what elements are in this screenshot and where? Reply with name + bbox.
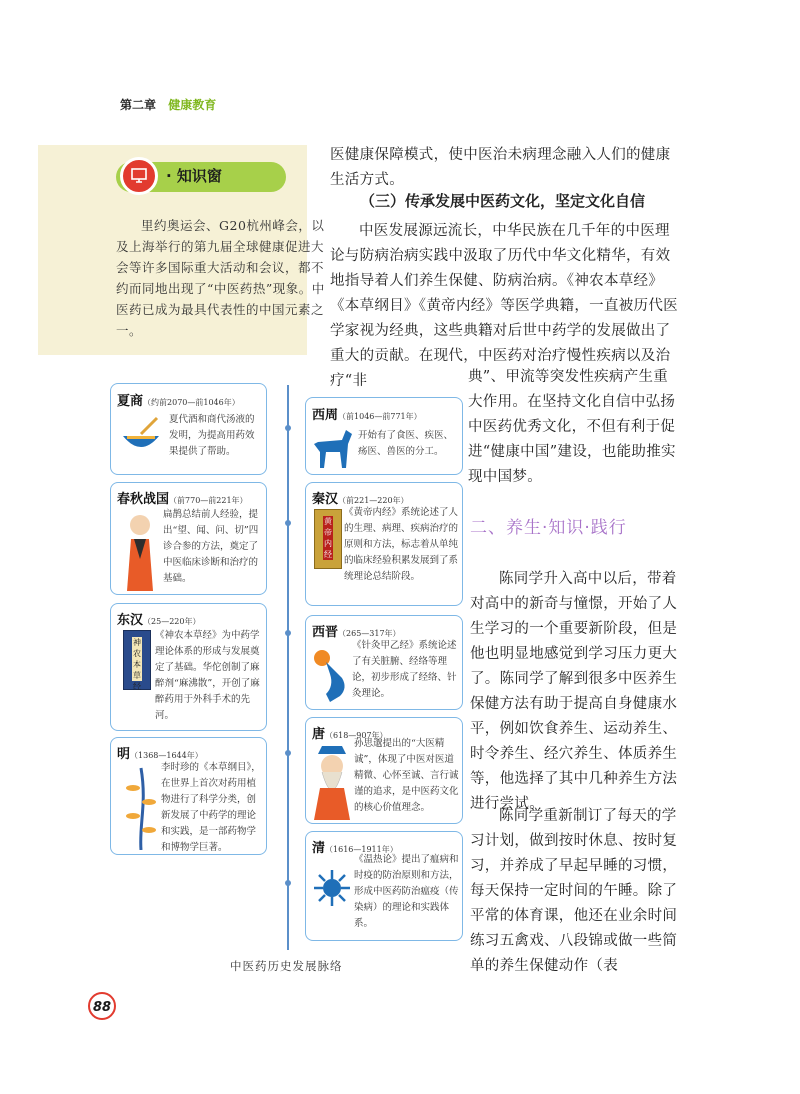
bowl-spoon-icon	[119, 414, 163, 458]
dog-icon	[312, 422, 354, 470]
chapter-title: 健康教育	[168, 98, 217, 112]
era-name: 夏商	[117, 394, 144, 409]
herb-plant-icon	[121, 764, 159, 850]
book-icon	[123, 630, 151, 690]
acupuncture-icon	[312, 644, 350, 704]
virus-icon	[312, 868, 352, 908]
book-title: 神农本草经	[133, 638, 141, 691]
era-years: （265—317年）	[338, 629, 401, 638]
era-name: 明	[117, 747, 131, 762]
section-3-heading: （三）传承发展中医药文化，坚定文化自信	[360, 192, 646, 210]
era-description: 孙思邈提出的“大医精诚”，体现了中医对医道精微、心怀至诚、言行诚谨的追求，是中医药文化的核心价值理念。	[354, 738, 459, 813]
era-years: （25—220年）	[143, 617, 201, 626]
era-years: （前221—220年）	[338, 496, 409, 505]
era-description: 《神农本草经》为中药学理论体系的形成与发展奠定了基础。华佗创制了麻醉剂“麻沸散”，开创了麻醉药用于外科手术的先河。	[155, 630, 260, 721]
timeline-card-qing	[305, 831, 463, 941]
paragraph-tcm-development: 中医发展源远流长，中华民族在几千年的中医理论与防病治病实践中汲取了历代中华文化精华，有效地指导着人们养生保健、防病治病。《神农本草经》《本草纲目》《黄帝内经》等医学典籍，一直被历代医学家视为经典，这些典籍对后世中药学的发展做出了重大的贡献。在现代，中医药对治疗慢性疾病以及治疗“非	[330, 223, 678, 389]
sun-simiao-figure-icon	[312, 744, 352, 820]
era-years: （1368—1644年）	[130, 751, 203, 760]
knowledge-window-icon	[120, 157, 158, 195]
timeline-axis	[287, 385, 289, 950]
timeline-card-qinhan	[305, 482, 463, 606]
timeline-card-tang	[305, 717, 463, 824]
era-name: 东汉	[117, 613, 144, 628]
timeline-dot	[285, 750, 291, 756]
section-2-heading: 二、养生·知识·践行	[470, 518, 627, 538]
paragraph-tcm-development-cont: 典”、甲流等突发性疾病产生重大作用。在坚持文化自信中弘扬中医药优秀文化，不但有利于促进“健康中国”建设，也能助推实现中国梦。	[468, 369, 676, 485]
era-description: 开始有了食医、疾医、疡医、兽医的分工。	[358, 430, 454, 457]
era-name: 秦汉	[312, 492, 339, 507]
timeline-dot	[285, 880, 291, 886]
chapter-header	[120, 96, 216, 113]
book-title: 黄帝内经	[324, 517, 332, 559]
timeline-dot	[285, 630, 291, 636]
page-number: 88	[88, 992, 116, 1020]
era-years: （1616—1911年）	[325, 845, 398, 854]
knowledge-window-body: 里约奥运会、G20杭州峰会，以及上海举行的第九届全球健康促进大会等许多国际重大活动和会议，都不约而同地出现了“中医药热”现象。中医药已成为最具代表性的中国元素之一。	[116, 218, 325, 338]
era-years: （前1046—前771年）	[338, 412, 422, 421]
paragraph-continued: 医健康保障模式，使中医治未病理念融入人们的健康生活方式。	[330, 147, 671, 188]
era-years: （约前2070—前1046年）	[143, 398, 240, 407]
era-description: 《针灸甲乙经》系统论述了有关脏腑、经络等理论，初步形成了经络、针灸理论。	[352, 640, 457, 699]
era-name: 春秋战国	[117, 492, 170, 507]
era-name: 西晋	[312, 625, 339, 640]
book-icon	[314, 509, 342, 569]
era-name: 西周	[312, 408, 339, 423]
bian-que-figure-icon	[119, 509, 161, 591]
chapter-number: 第二章	[120, 98, 157, 112]
figure-caption: 中医药历史发展脉络	[230, 959, 343, 973]
timeline-dot	[285, 520, 291, 526]
era-years: （前770—前221年）	[169, 496, 248, 505]
knowledge-window	[38, 145, 325, 355]
timeline-card-ming	[110, 737, 267, 855]
knowledge-window-title: · 知识窗	[166, 167, 222, 185]
era-name: 唐	[312, 727, 326, 742]
timeline-card-xiashang	[110, 383, 267, 475]
era-description: 《温热论》提出了瘟病和时疫的防治原则和方法，形成中医药防治瘟疫（传染病）的理论和实践体系。	[354, 854, 459, 929]
era-description: 李时珍的《本草纲目》，在世界上首次对药用植物进行了科学分类，创新发展了中药学的理论和实践，是一部药物学和博物学巨著。	[161, 762, 261, 853]
era-description: 扁鹊总结前人经验，提出“望、闻、问、切”四诊合参的方法，奠定了中医临床诊断和治疗的基础。	[163, 509, 259, 584]
era-years: （618—907年）	[325, 731, 388, 740]
era-name: 清	[312, 841, 326, 856]
timeline-card-xizhou	[305, 397, 463, 475]
paragraph-chen-2: 陈同学重新制订了每天的学习计划，做到按时休息、按时复习，并养成了早起早睡的习惯，每天保持一定时间的午睡。除了平常的体育课，他还在业余时间练习五禽戏、八段锦或做一些简单的养生保健动作（表	[470, 808, 678, 974]
era-description: 《黄帝内经》系统论述了人的生理、病理、疾病治疗的原则和方法，标志着从单纯的临床经验积累发展到了系统理论总结阶段。	[344, 507, 459, 582]
era-description: 夏代酒和商代汤液的发明，为提高用药效果提供了帮助。	[169, 414, 255, 457]
paragraph-chen-1: 陈同学升入高中以后，带着对高中的新奇与憧憬，开始了人生学习的一个重要新阶段，但是他也明显地感觉到学习压力更大了。陈同学了解到很多中医养生保健方法有助于提高自身健康水平，例如饮食养生、运动养生、时令养生、经穴养生、体质养生等，他选择了其中几种养生方法进行尝试。	[470, 571, 678, 812]
timeline-card-donghan	[110, 603, 267, 731]
timeline-card-xijin	[305, 615, 463, 710]
timeline-dot	[285, 425, 291, 431]
timeline-card-chunqiu	[110, 482, 267, 595]
